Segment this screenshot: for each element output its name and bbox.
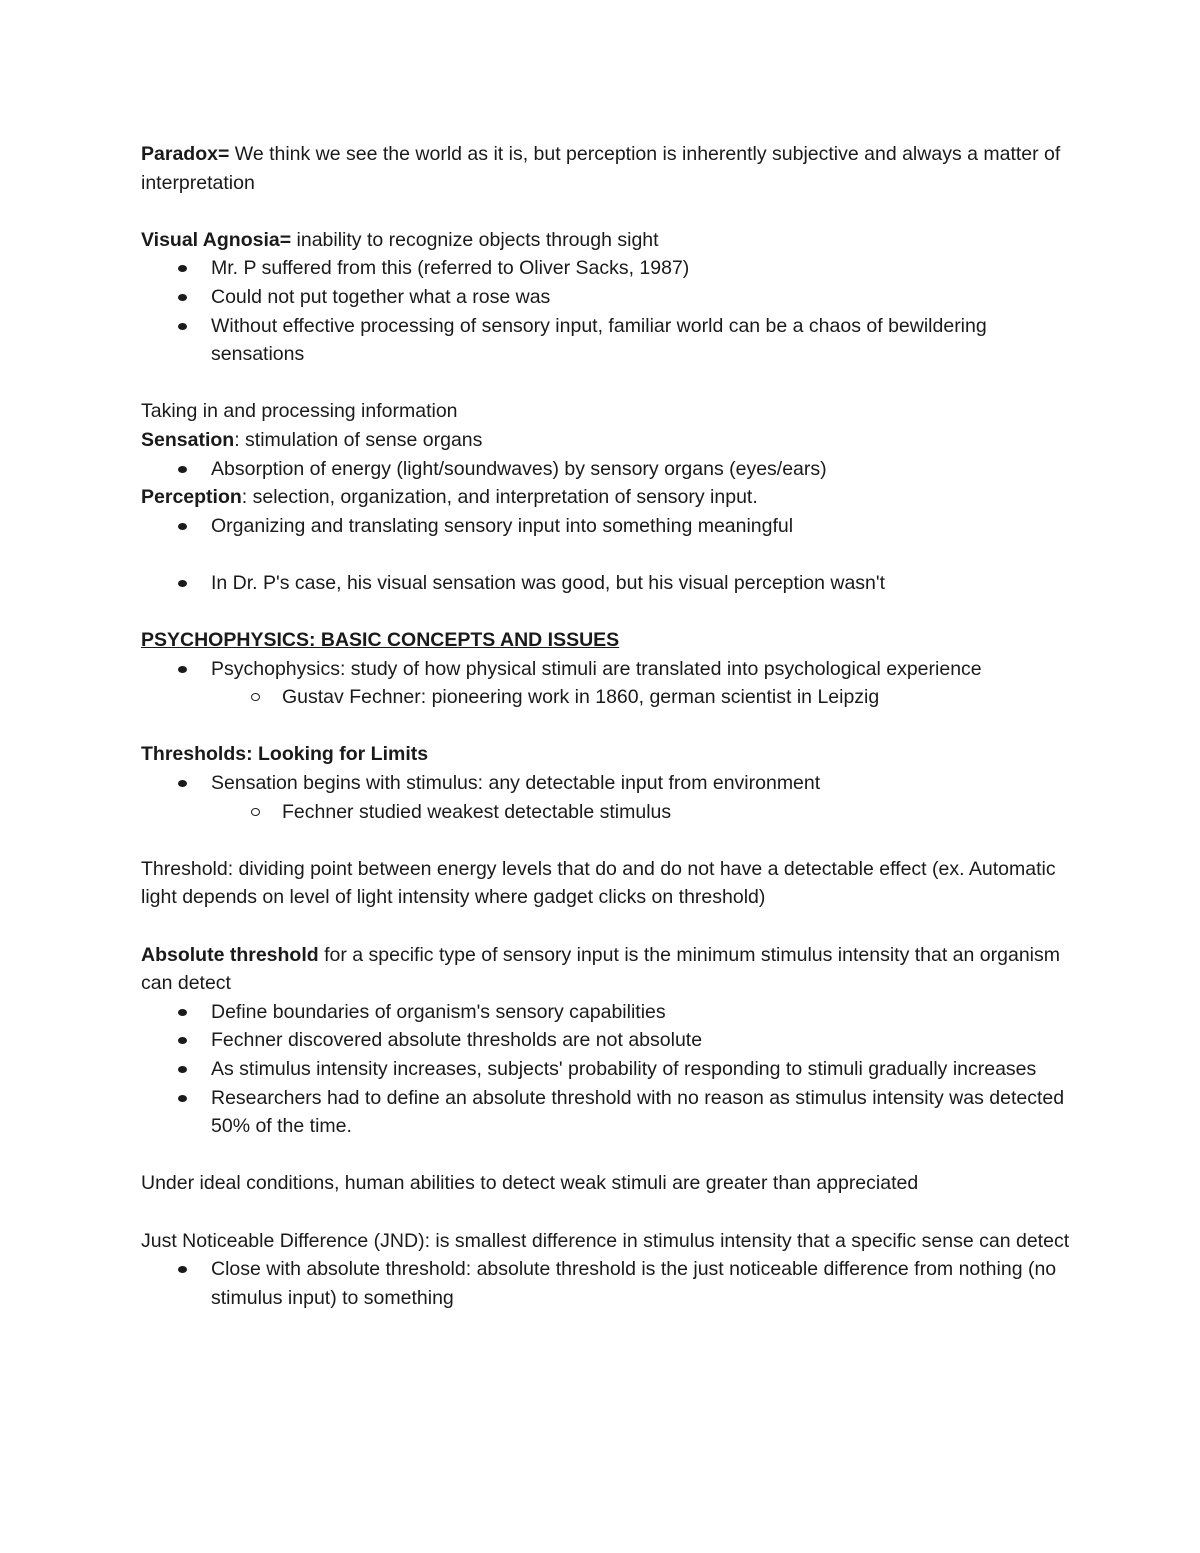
perception-paragraph: Perception: selection, organization, and interpretation of sensory input. [141,486,758,509]
document-page [141,140,1071,1312]
ideal-conditions: Under ideal conditions, human abilities to detect weak stimuli are greater than appreciated [141,1172,919,1195]
list-item: Sensation begins with stimulus: any detectable input from environment [141,769,1071,798]
thresholds-heading: Thresholds: Looking for Limits [141,743,429,766]
bullet-icon [178,580,187,587]
agnosia-text: inability to recognize objects through sight [291,228,659,251]
list-item: Close with absolute threshold: absolute threshold is the just noticeable difference from nothing (no stimulus input) to something [141,1255,1071,1312]
case-list [141,569,1071,598]
agnosia-paragraph [141,226,1071,255]
threshold-definition: Threshold: dividing point between energy levels that do and do not have a detectable effect (ex. Automatic light depends on level of light intensity where gadget clicks on threshold) [141,857,1056,909]
list-item: In Dr. P's case, his visual sensation was good, but his visual perception wasn't [141,569,1071,598]
list-item: Fechner discovered absolute thresholds are not absolute [141,1026,1071,1055]
thresholds-list [141,769,1071,826]
bullet-icon [178,1266,187,1273]
bullet-icon [178,294,187,301]
bullet-icon [178,1009,187,1016]
jnd-paragraph: Just Noticeable Difference (JND): is smallest difference in stimulus intensity that a specific sense can detect [141,1229,1070,1252]
list-item: Mr. P suffered from this (referred to Oliver Sacks, 1987) [141,254,1071,283]
list-item: Without effective processing of sensory input, familiar world can be a chaos of bewildering sensations [141,312,1071,369]
paradox-term: Paradox= [141,143,230,165]
bullet-icon [178,780,187,787]
intro-line: Taking in and processing information [141,400,458,423]
list-item: As stimulus intensity increases, subjects' probability of responding to stimuli gradually increases [141,1055,1071,1084]
absolute-term: Absolute threshold [141,943,319,966]
agnosia-term: Visual Agnosia= [141,228,292,251]
sensation-term: Sensation [141,428,235,451]
psychophysics-heading: PSYCHOPHYSICS: BASIC CONCEPTS AND ISSUES [141,629,620,652]
list-item: Organizing and translating sensory input into something meaningful [141,512,1071,541]
agnosia-list [141,254,1071,368]
jnd-list [141,1255,1071,1312]
sub-list-item: Fechner studied weakest detectable stimulus [141,798,1071,827]
psychophysics-list [141,655,1071,712]
bullet-icon [178,265,187,272]
paradox-paragraph [141,140,1071,197]
hollow-bullet-icon [251,808,260,816]
bullet-icon [178,523,187,530]
sensation-paragraph: Sensation: stimulation of sense organs [141,428,483,451]
bullet-icon [178,1066,187,1073]
bullet-icon [178,1095,187,1102]
list-item: Psychophysics: study of how physical stimuli are translated into psychological experience [141,655,1071,684]
bullet-icon [178,466,187,473]
absolute-list [141,998,1071,1141]
perception-term: Perception [141,486,242,509]
absolute-paragraph: Absolute threshold for a specific type of sensory input is the minimum stimulus intensity that an organism can detect [141,943,1060,995]
sensation-list [141,455,1071,484]
bullet-icon [178,666,187,673]
hollow-bullet-icon [251,693,260,701]
sub-list-item: Gustav Fechner: pioneering work in 1860, german scientist in Leipzig [141,683,1071,712]
list-item: Could not put together what a rose was [141,283,1071,312]
bullet-icon [178,323,187,330]
paradox-text: We think we see the world as it is, but perception is inherently subjective and always a matter of interpretation [141,143,1061,194]
bullet-icon [178,1037,187,1044]
list-item: Researchers had to define an absolute threshold with no reason as stimulus intensity was detected 50% of the time. [141,1084,1071,1141]
list-item: Define boundaries of organism's sensory capabilities [141,998,1071,1027]
perception-list [141,512,1071,541]
list-item: Absorption of energy (light/soundwaves) by sensory organs (eyes/ears) [141,455,1071,484]
